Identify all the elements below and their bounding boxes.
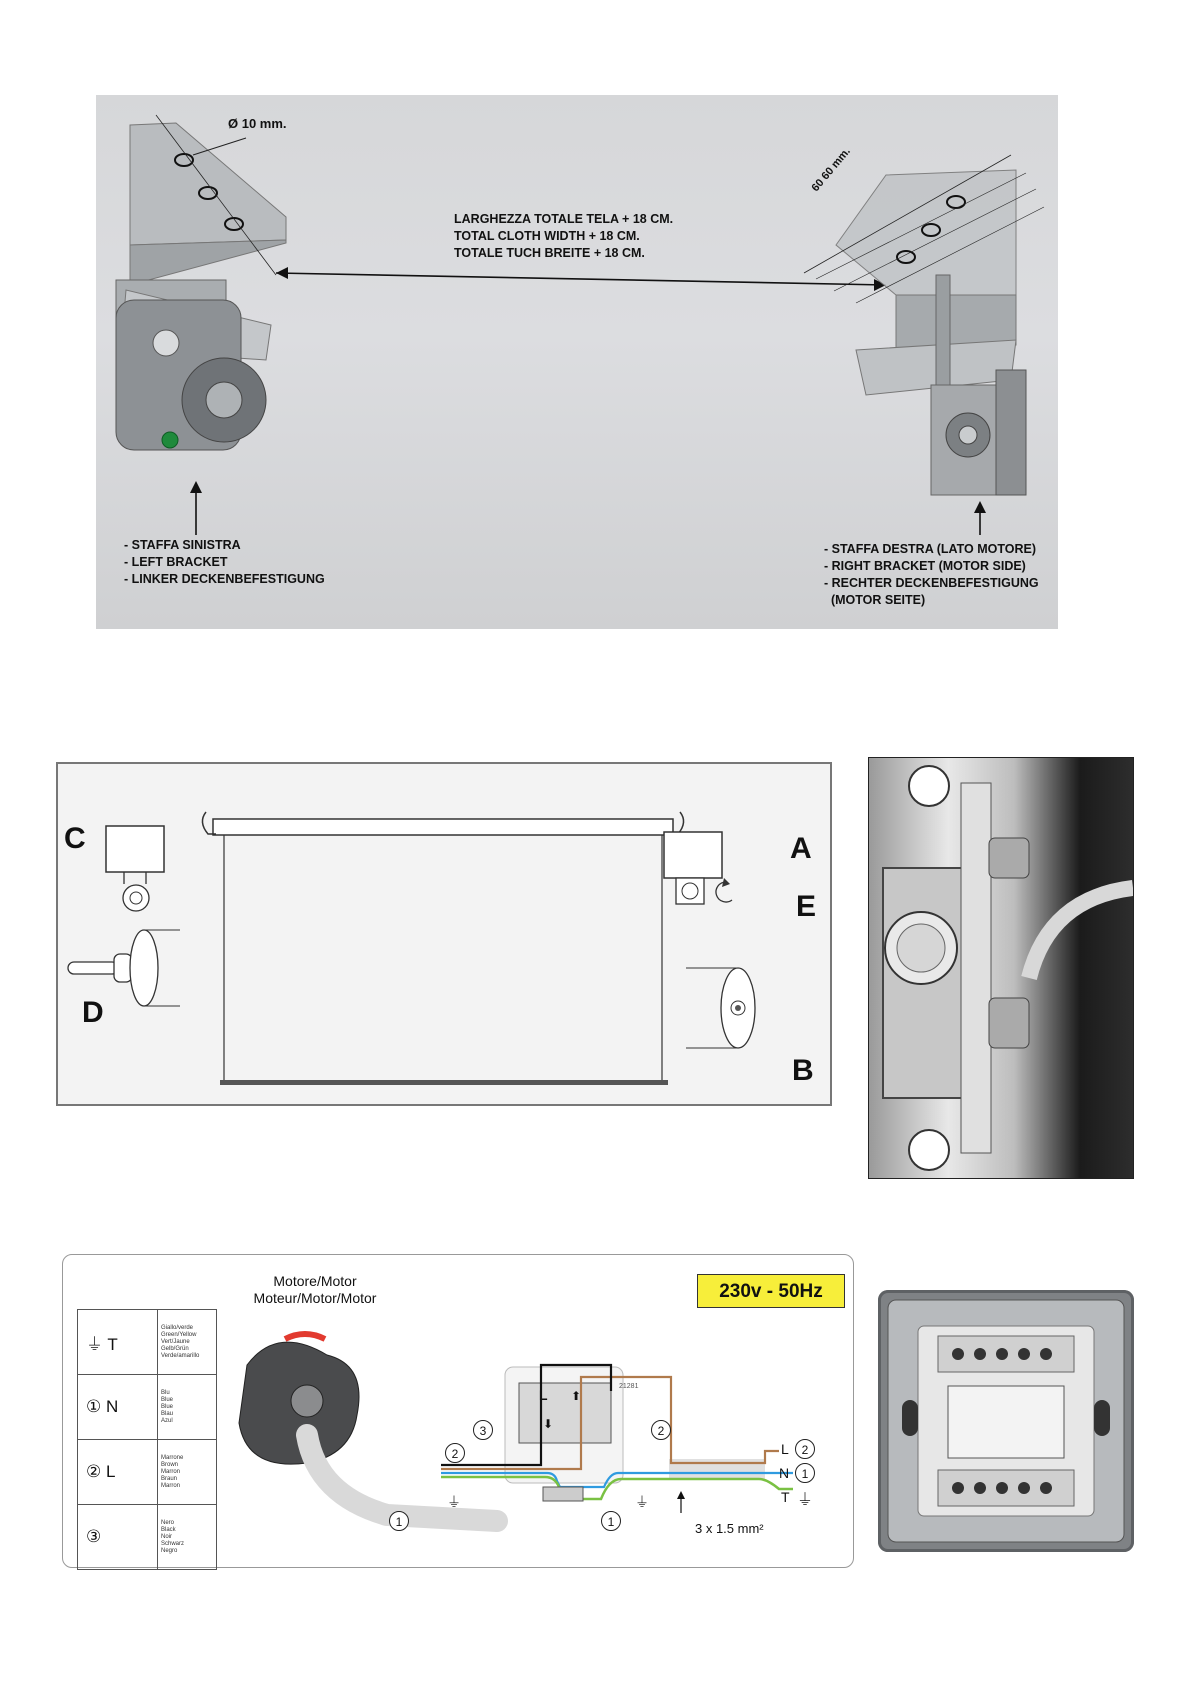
legend-color: Marron <box>161 1482 181 1489</box>
legend-color: Negro <box>161 1547 178 1554</box>
left-bracket-label <box>124 537 325 588</box>
pin-d <box>68 962 118 974</box>
line-l-label: L <box>781 1441 789 1457</box>
legend-color: Nero <box>161 1519 175 1526</box>
legend-color: Marrone <box>161 1454 184 1461</box>
switch-code: 21281 <box>619 1383 639 1390</box>
legend-color: Braun <box>161 1475 178 1482</box>
motor-title-line: Moteur/Motor/Motor <box>253 1290 377 1306</box>
legend-color: Verde/amarillo <box>161 1352 200 1359</box>
legend-color: Vert/Jaune <box>161 1338 190 1345</box>
legend-color: Blau <box>161 1410 174 1417</box>
marker-2-left: 2 <box>445 1443 465 1463</box>
legend-color: Blue <box>161 1396 174 1403</box>
bracket-c <box>106 826 164 872</box>
voltage-badge: 230v - 50Hz <box>697 1274 845 1308</box>
legend-color: Azul <box>161 1417 173 1424</box>
label-d: D <box>82 996 104 1029</box>
motor-bracket-closeup-photo <box>868 757 1134 1179</box>
legend-color: Brown <box>161 1461 179 1468</box>
legend-symbol: ② L <box>78 1440 158 1505</box>
right-bracket-label <box>824 541 1039 609</box>
earth-icon: ⏚ <box>797 1492 814 1509</box>
screen-drawing <box>58 764 830 1104</box>
hole-spacing-label: 60 60 mm. <box>809 145 853 194</box>
bracket-a <box>664 832 722 878</box>
legend-color: Noir <box>161 1533 173 1540</box>
cable-spec: 3 x 1.5 mm² <box>695 1521 764 1536</box>
legend-color: Giallo/verde <box>161 1324 194 1331</box>
line-n-label: N <box>779 1465 790 1481</box>
left-bracket-line: - STAFFA SINISTRA <box>124 538 241 552</box>
legend-color: Marron <box>161 1468 181 1475</box>
marker-3-left: 3 <box>473 1420 493 1440</box>
width-line-de: TOTALE TUCH BREITE + 18 CM. <box>454 246 645 260</box>
bottom-bar <box>220 1080 668 1085</box>
green-grease-nipple <box>162 432 178 448</box>
switch-up-arrow-icon: ⬆ <box>571 1389 582 1403</box>
wall-switch-photo <box>878 1290 1134 1552</box>
wiring-diagram <box>62 1254 854 1568</box>
legend-color: Schwarz <box>161 1540 185 1547</box>
left-bracket-line: - LINKER DECKENBEFESTIGUNG <box>124 572 325 586</box>
hole-diameter-label: Ø 10 mm. <box>228 116 287 131</box>
motor-title-line: Motore/Motor <box>273 1273 357 1289</box>
svg-text:⏚: ⏚ <box>447 1495 461 1511</box>
label-c: C <box>64 822 86 855</box>
legend-symbol: ③ <box>78 1505 158 1570</box>
switch-body <box>519 1383 611 1443</box>
right-bracket-line: - RECHTER DECKENBEFESTIGUNG <box>824 576 1039 590</box>
marker-n-1: 1 <box>795 1463 815 1483</box>
legend-color: Green/Yellow <box>161 1331 197 1338</box>
right-bracket-line: (MOTOR SEITE) <box>824 593 926 607</box>
right-bracket-line: - STAFFA DESTRA (LATO MOTORE) <box>824 542 1037 556</box>
marker-2-right: 2 <box>651 1420 671 1440</box>
legend-color: Gelb/Grün <box>161 1345 189 1352</box>
legend-color: Blu <box>161 1389 170 1396</box>
marker-l-2: 2 <box>795 1439 815 1459</box>
marker-1-right: 1 <box>601 1511 621 1531</box>
width-line-it: LARGHEZZA TOTALE TELA + 18 CM. <box>454 212 674 226</box>
legend-color: Blue <box>161 1403 174 1410</box>
left-bracket-line: - LEFT BRACKET <box>124 555 228 569</box>
screen-diagram <box>56 762 832 1106</box>
marker-1-left: 1 <box>389 1511 409 1531</box>
width-line-en: TOTAL CLOTH WIDTH + 18 CM. <box>454 229 640 243</box>
legend-color: Black <box>161 1526 176 1533</box>
switch-l-label: L <box>539 1387 548 1403</box>
line-t-label: T <box>781 1489 790 1505</box>
switch-down-arrow-icon: ⬇ <box>543 1417 554 1431</box>
roller-tube <box>213 819 673 835</box>
label-e: E <box>796 890 817 923</box>
legend-symbol: ⏚ T <box>78 1310 158 1375</box>
label-a: A <box>790 832 812 865</box>
total-width-label <box>454 211 673 262</box>
right-bracket-line: - RIGHT BRACKET (MOTOR SIDE) <box>824 559 1026 573</box>
svg-text:⏚: ⏚ <box>635 1495 649 1511</box>
bracket-photo <box>96 95 1058 629</box>
label-b: B <box>792 1054 814 1087</box>
legend-symbol: ① N <box>78 1375 158 1440</box>
